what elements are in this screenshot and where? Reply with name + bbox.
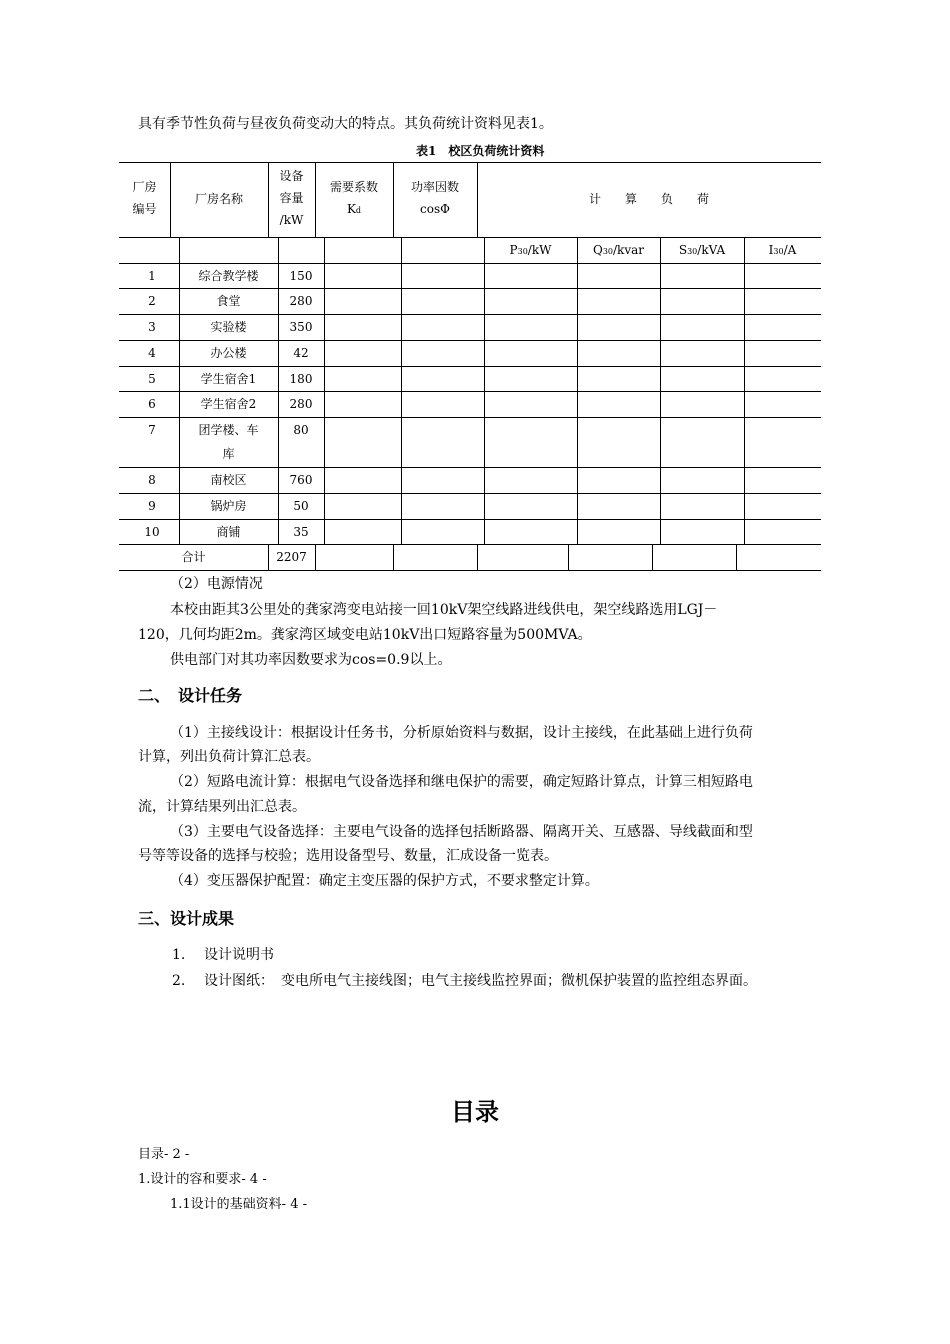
header-name: 厂房名称 (194, 192, 243, 206)
header-q30: Q30/kvar (592, 243, 644, 257)
task-item-3-cont: 号等等设备的选择与校验；选用设备型号、数量，汇成设备一览表。 (138, 848, 558, 864)
toc-entry[interactable]: 目录- 2 - (138, 1147, 190, 1162)
header-kd: 需要系数 Kd (329, 180, 378, 216)
result-item-1: 设计说明书 (204, 947, 274, 963)
intro-text: 具有季节性负荷与昼夜负荷变动大的特点。其负荷统计资料见表1。 (138, 116, 553, 132)
header-p30: P30/kW (509, 243, 552, 257)
power-line2: 120，几何均距2m。龚家湾区域变电站10kV出口短路容量为500MVA。 (138, 627, 592, 643)
header-i30: I30/A (768, 243, 797, 257)
task-item-1-cont: 计算，列出负荷计算汇总表。 (138, 749, 320, 765)
task-item-2: （2）短路电流计算：根据电气设备选择和继电保护的需要，确定短路计算点，计算三相短路电 (170, 774, 753, 790)
header-no: 厂房 编号 (132, 180, 157, 216)
toc-entry[interactable]: 1.设计的容和要求- 4 - (138, 1172, 267, 1187)
header-cos: 功率因数 cosΦ (410, 180, 459, 216)
header-capacity: 设备 容量 /kW (279, 169, 304, 227)
task-item-3: （3）主要电气设备选择：主要电气设备的选择包括断路器、隔离开关、互感器、导线截面和型 (170, 824, 753, 840)
table-caption: 表1 校区负荷统计资料 (416, 144, 545, 158)
power-line1: 本校由距其3公里处的龚家湾变电站接一回10kV架空线路进线供电，架空线路选用LGJ－ (170, 602, 718, 618)
toc-title: 目录 (451, 1097, 499, 1126)
task-heading: 二、 设计任务 (138, 686, 243, 705)
toc-entry[interactable]: 1.1设计的基础资料- 4 - (170, 1197, 307, 1212)
result-item-2-num: 2. (172, 973, 186, 989)
task-item-2-cont: 流，计算结果列出汇总表。 (138, 799, 306, 815)
header-calc-load: 计 算 负 荷 (588, 192, 709, 206)
power-heading: （2）电源情况 (170, 576, 263, 592)
result-heading: 三、设计成果 (138, 909, 235, 928)
power-line3: 供电部门对其功率因数要求为cos=0.9以上。 (170, 652, 452, 668)
result-item-1-num: 1. (172, 947, 186, 963)
header-s30: S30/kVA (678, 243, 726, 257)
result-item-2: 设计图纸： 变电所电气主接线图；电气主接线监控界面；微机保护装置的监控组态界面。 (204, 973, 757, 989)
task-item-4: （4）变压器保护配置：确定主变压器的保护方式，不要求整定计算。 (170, 873, 599, 889)
task-item-1: （1）主接线设计：根据设计任务书，分析原始资料与数据，设计主接线，在此基础上进行负荷 (170, 725, 753, 741)
